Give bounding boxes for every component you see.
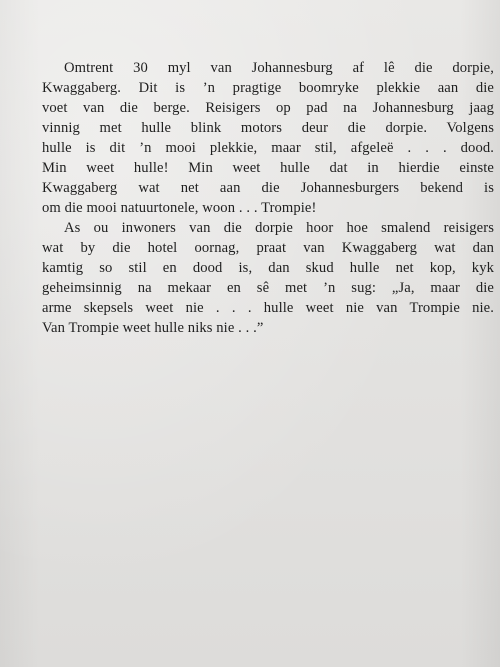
text-line: arme skepsels weet nie . . . hulle weet nie van Trompie nie. — [42, 300, 494, 316]
text-line: kamtig so stil en dood is, dan skud hulle net kop, kyk — [42, 260, 494, 276]
text-line: hulle is dit ’n mooi plekkie, maar stil, afgeleë . . . dood. — [42, 140, 494, 156]
text-line: vinnig met hulle blink motors deur die dorpie. Volgens — [42, 120, 494, 136]
text-line: Kwaggaberg. Dit is ’n pragtige boomryke plekkie aan die — [42, 80, 494, 96]
text-line: geheimsinnig na mekaar en sê met ’n sug: „Ja, maar die — [42, 280, 494, 296]
text-line: om die mooi natuurtonele, woon . . . Trompie! — [42, 200, 317, 216]
text-line: Min weet hulle! Min weet hulle dat in hierdie einste — [42, 160, 494, 176]
text-line: Van Trompie weet hulle niks nie . . .” — [42, 320, 264, 336]
paragraph-2 — [42, 218, 494, 338]
text-line: voet van die berge. Reisigers op pad na Johannesburg jaag — [42, 100, 494, 116]
text-line: Kwaggaberg wat net aan die Johannesburgers bekend is — [42, 180, 494, 196]
text-line: Omtrent 30 myl van Johannesburg af lê die dorpie, — [64, 60, 494, 76]
paragraph-1 — [42, 58, 494, 218]
text-line: wat by die hotel oornag, praat van Kwaggaberg wat dan — [42, 240, 494, 256]
text-line: As ou inwoners van die dorpie hoor hoe smalend reisigers — [64, 220, 494, 236]
body-text — [42, 58, 494, 338]
